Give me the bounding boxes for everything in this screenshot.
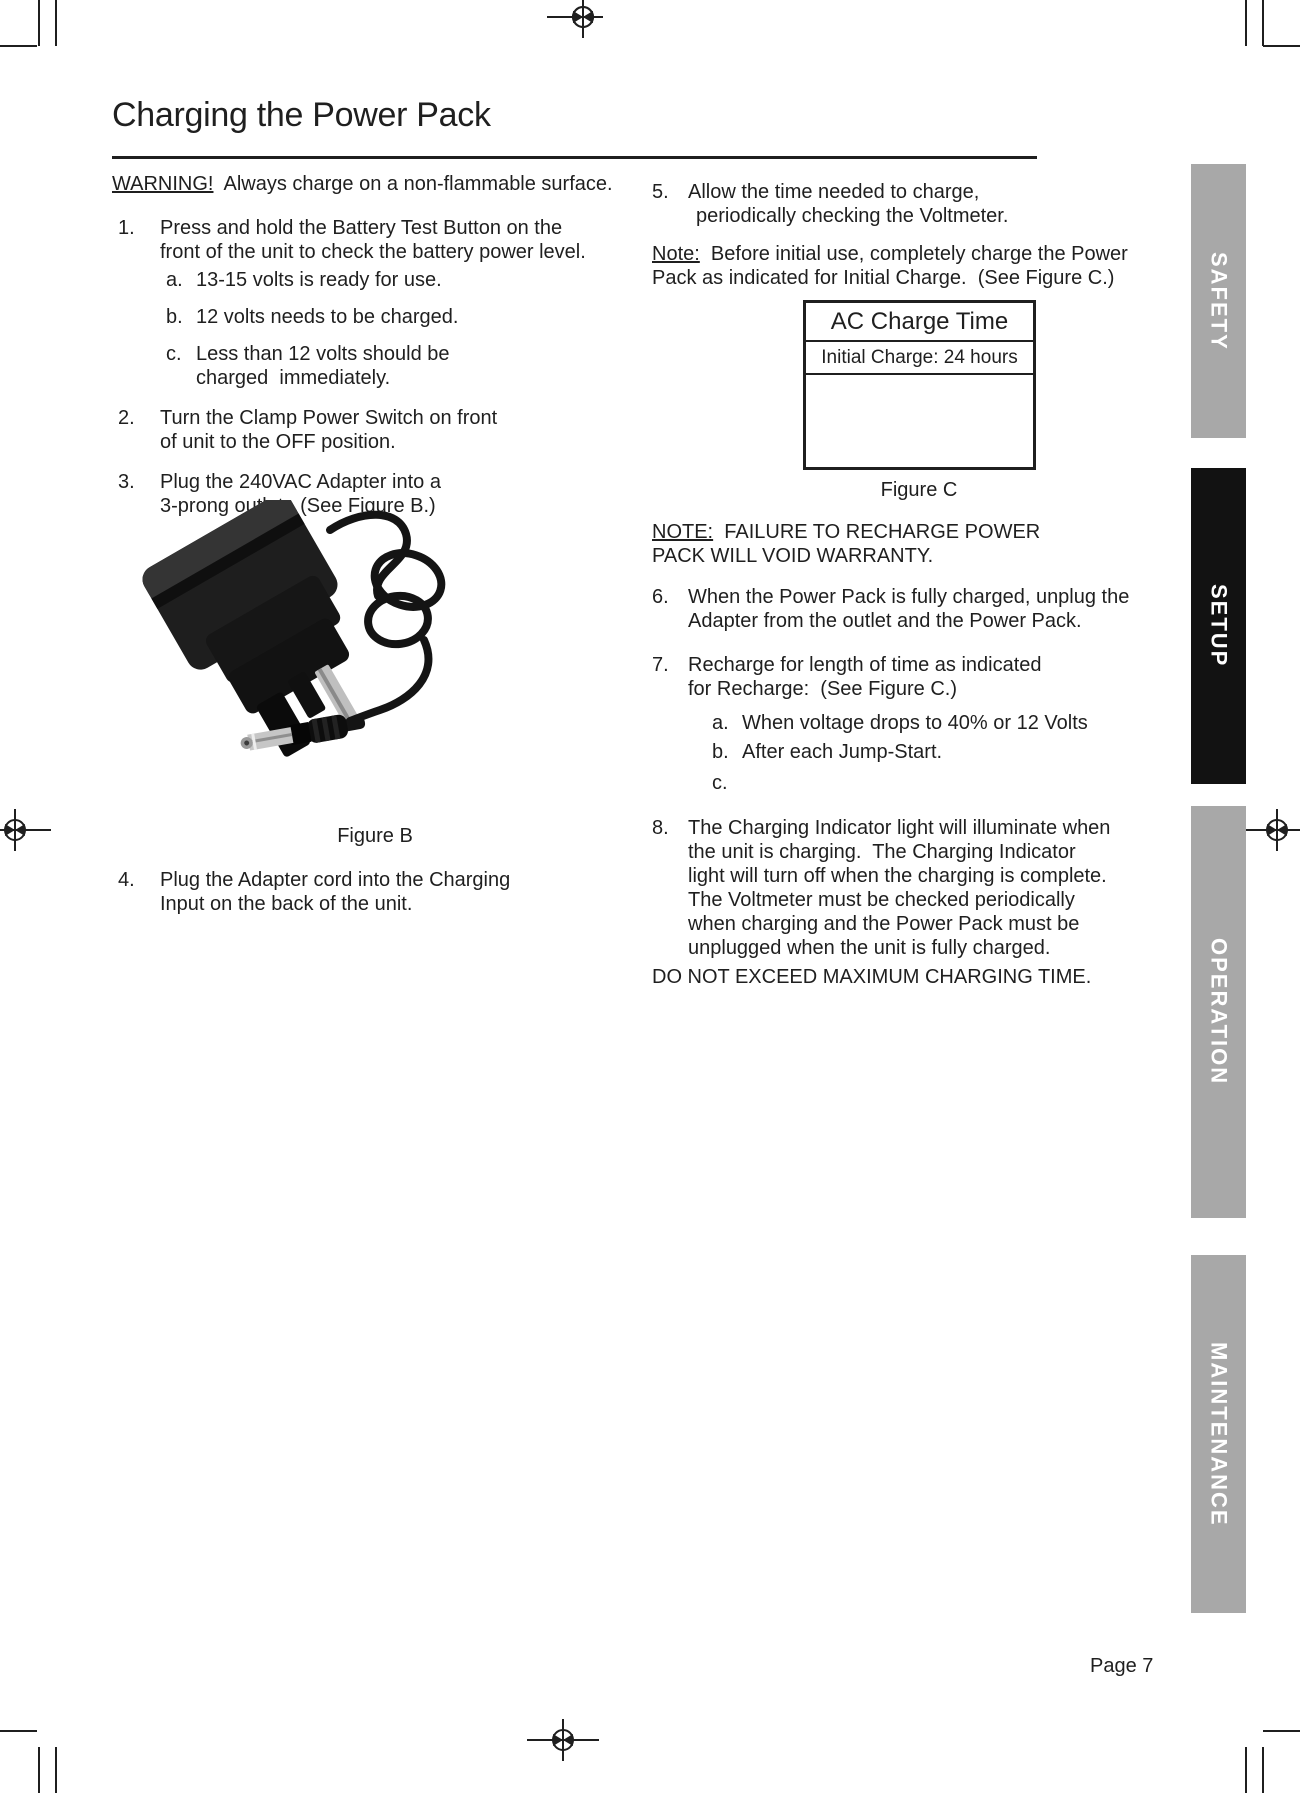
page-number: Page 7 [1090,1655,1154,1677]
tab-maintenance [1191,1255,1246,1613]
registration-mark-top [523,0,603,39]
tab-operation-label: OPERATION [1206,938,1232,1086]
item-1-line-1: Press and hold the Battery Test Button on the [160,217,563,239]
crop-mark-top-left-v2 [55,0,57,46]
warning-label: WARNING! [112,173,214,195]
power-cord [330,515,448,721]
crop-mark-bottom-left-v2 [55,1747,57,1793]
adapter-body [140,500,448,768]
item-3-line-2: 3-prong outlet. (See Figure B.) [160,495,436,517]
item-7a-text: When voltage drops to 40% or 12 Volts [742,712,1088,734]
item-1-line-2: front of the unit to check the battery power level. [160,241,586,263]
item-1c-line-2: charged immediately. [196,367,391,389]
item-8-line-2: the unit is charging. The Charging Indicator [688,841,1076,863]
tab-operation [1191,806,1246,1218]
warranty-note-label: NOTE: [652,521,714,543]
warning-text: Always charge on a non-flammable surface. [213,173,613,195]
registration-mark-left [0,808,55,852]
item-1a-letter: a. [166,269,183,291]
item-4-line-1: Plug the Adapter cord into the Charging [160,869,511,891]
crop-mark-top-right-h [1263,45,1300,47]
tab-setup-label: SETUP [1206,584,1232,668]
item-7-line-1: Recharge for length of time as indicated [688,654,1042,676]
crop-mark-top-left-h [0,45,37,47]
page-title: Charging the Power Pack [112,96,491,134]
item-1b-letter: b. [166,306,183,328]
tab-safety [1191,164,1246,438]
figure-c-caption: Figure C [880,479,958,501]
item-7b-text: After each Jump-Start. [742,741,943,763]
item-8-line-1: The Charging Indicator light will illuminate when [688,817,1111,839]
item-7a-letter: a. [712,712,729,734]
ac-charge-time-header: AC Charge Time [806,303,1033,342]
item-7-num: 7. [652,654,669,676]
item-5-line-1: Allow the time needed to charge, [688,181,980,203]
note-line-2: Pack as indicated for Initial Charge. (See Figure C.) [652,267,1115,289]
item-8-line-5: when charging and the Power Pack must be [688,913,1080,935]
crop-mark-bottom-left-v1 [38,1747,40,1793]
item-7c-letter: c. [712,772,728,794]
ac-charge-time-table [803,300,1036,470]
item-6-num: 6. [652,586,669,608]
crop-mark-bottom-left-h [0,1730,37,1732]
registration-mark-right [1237,808,1300,852]
item-1c-line-1: Less than 12 volts should be [196,343,450,365]
item-4-line-2: Input on the back of the unit. [160,893,413,915]
item-7b-letter: b. [712,741,729,763]
item-8-line-4: The Voltmeter must be checked periodically [688,889,1075,911]
item-6-line-2: Adapter from the outlet and the Power Pack. [688,610,1082,632]
item-2-line-1: Turn the Clamp Power Switch on front [160,407,498,429]
crop-mark-bottom-right-v1 [1245,1747,1247,1793]
warranty-note-text: FAILURE TO RECHARGE POWER [713,521,1041,543]
item-1b-text: 12 volts needs to be charged. [196,306,459,328]
tab-safety-label: SAFETY [1206,251,1232,351]
item-5-num: 5. [652,181,669,203]
warning-line [112,172,613,196]
item-8-num: 8. [652,817,669,839]
crop-mark-top-right-v1 [1245,0,1247,46]
warranty-note-line-2: PACK WILL VOID WARRANTY. [652,545,934,567]
item-4-num: 4. [118,869,135,891]
figure-b-caption: Figure B [337,825,413,847]
note-line-1 [652,242,1128,266]
crop-mark-top-right-v2 [1262,0,1264,46]
item-1-num: 1. [118,217,135,239]
note-label: Note: [652,243,700,265]
item-3-line-1: Plug the 240VAC Adapter into a [160,471,441,493]
item-3-num: 3. [118,471,135,493]
crop-mark-bottom-right-h [1263,1730,1300,1732]
tab-setup [1191,468,1246,784]
note-text: Before initial use, completely charge the Power [699,243,1128,265]
item-5-line-2: periodically checking the Voltmeter. [696,205,1009,227]
crop-mark-top-left-v1 [38,0,40,46]
item-8-line-3: light will turn off when the charging is complete. [688,865,1107,887]
charging-warning-line: DO NOT EXCEED MAXIMUM CHARGING TIME. [652,966,1092,988]
item-2-num: 2. [118,407,135,429]
item-2-line-2: of unit to the OFF position. [160,431,396,453]
item-6-line-1: When the Power Pack is fully charged, unplug the [688,586,1130,608]
item-7-line-2: for Recharge: (See Figure C.) [688,678,957,700]
item-8-line-6: unplugged when the unit is fully charged. [688,937,1051,959]
title-rule [112,156,1037,159]
registration-mark-bottom [523,1718,603,1762]
tab-maintenance-label: MAINTENANCE [1206,1341,1232,1527]
ac-adapter-photo [140,500,485,820]
initial-charge-row: Initial Charge: 24 hours [806,342,1033,375]
warranty-note-line-1 [652,520,1040,544]
item-1c-letter: c. [166,343,182,365]
item-1a-text: 13-15 volts is ready for use. [196,269,442,291]
crop-mark-bottom-right-v2 [1262,1747,1264,1793]
